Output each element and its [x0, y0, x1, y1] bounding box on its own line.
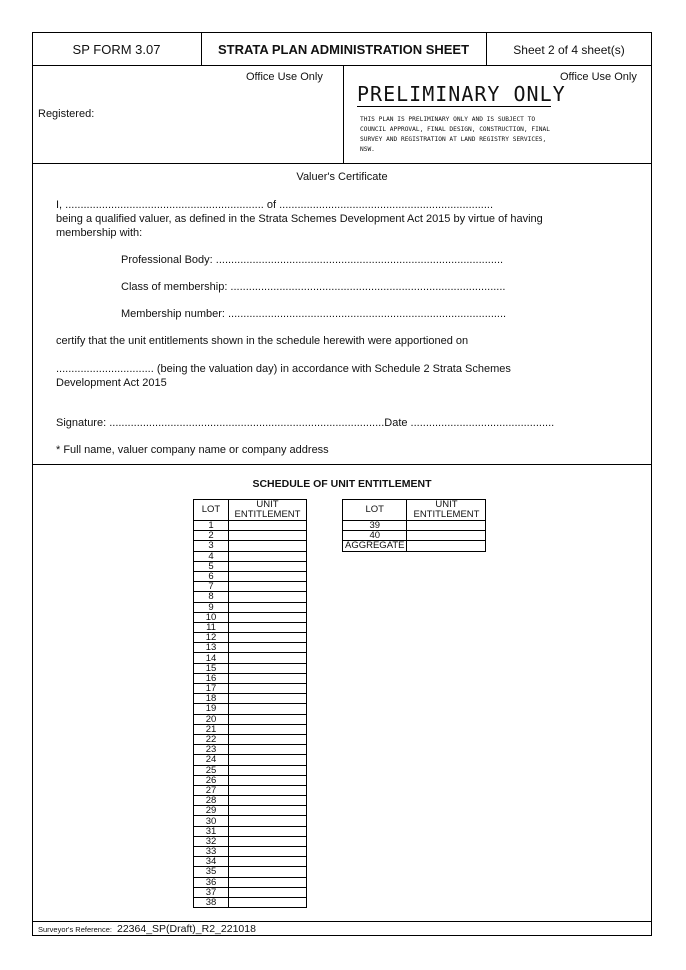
- table-row: [194, 806, 307, 816]
- sheet-number: Sheet 2 of 4 sheet(s): [513, 43, 625, 57]
- table-row: [194, 877, 307, 887]
- lot-cell: 4: [194, 551, 229, 561]
- lot-cell: 33: [194, 847, 229, 857]
- lot-cell: 12: [194, 633, 229, 643]
- table-row: [194, 755, 307, 765]
- valuation-day-line: ................................ (being the valuation day) in accordance with Schedule 2 Strata Schemes Development Act 2015: [56, 363, 511, 389]
- entitlement-cell[interactable]: [229, 541, 307, 551]
- preliminary-stamp: PRELIMINARY ONLY: [357, 82, 566, 106]
- entitlement-cell[interactable]: [229, 775, 307, 785]
- lot-cell: 40: [343, 531, 407, 541]
- entitlement-cell[interactable]: [229, 673, 307, 683]
- entitlement-cell[interactable]: [229, 531, 307, 541]
- lot-cell: 29: [194, 806, 229, 816]
- table-row: [194, 653, 307, 663]
- lot-cell: 17: [194, 684, 229, 694]
- entitlement-cell[interactable]: [229, 714, 307, 724]
- office-divider: [32, 163, 652, 164]
- professional-body-line: Professional Body: ..............................................................................................: [121, 254, 504, 266]
- lot-cell: 14: [194, 653, 229, 663]
- aggregate-value-cell[interactable]: [407, 541, 486, 551]
- entitlement-cell[interactable]: [229, 561, 307, 571]
- office-sep: [343, 65, 344, 163]
- surveyor-ref-label: Surveyor's Reference:: [38, 925, 112, 934]
- signature-line: Signature: ..........................................................................................Date ...............................................: [56, 417, 555, 429]
- entitlement-cell[interactable]: [229, 612, 307, 622]
- table-row: [194, 663, 307, 673]
- table-row: [194, 633, 307, 643]
- valuer-name-line: I, ................................................................. of ......................................................................: [56, 199, 494, 211]
- entitlement-cell[interactable]: [407, 531, 486, 541]
- entitlement-cell[interactable]: [229, 734, 307, 744]
- table-row: [343, 531, 486, 541]
- lot-cell: 36: [194, 877, 229, 887]
- entitlement-cell[interactable]: [229, 867, 307, 877]
- entitlement-cell[interactable]: [229, 897, 307, 907]
- entitlement-cell[interactable]: [229, 796, 307, 806]
- table-row: [194, 745, 307, 755]
- entitlement-cell[interactable]: [229, 816, 307, 826]
- certificate-divider: [32, 464, 652, 465]
- entitlement-cell[interactable]: [229, 887, 307, 897]
- unit-entitlement-table-right: [342, 499, 486, 552]
- header-divider: [32, 65, 652, 66]
- entitlement-cell[interactable]: [229, 663, 307, 673]
- table-row: [194, 551, 307, 561]
- registered-label: Registered:: [38, 108, 95, 120]
- lot-cell: 2: [194, 531, 229, 541]
- lot-cell: 22: [194, 734, 229, 744]
- table-row: [194, 704, 307, 714]
- table-row: [194, 785, 307, 795]
- aggregate-label: AGGREGATE: [343, 541, 407, 551]
- entitlement-cell[interactable]: [229, 602, 307, 612]
- lot-cell: 28: [194, 796, 229, 806]
- lot-cell: 20: [194, 714, 229, 724]
- entitlement-cell[interactable]: [229, 694, 307, 704]
- entitlement-cell[interactable]: [229, 704, 307, 714]
- qualified-statement: being a qualified valuer, as defined in the Strata Schemes Development Act 2015 by virtue of having membership with:: [56, 213, 543, 239]
- lot-cell: 27: [194, 785, 229, 795]
- table-row: [194, 847, 307, 857]
- lot-cell: 34: [194, 857, 229, 867]
- lot-cell: 6: [194, 571, 229, 581]
- table-row: [194, 643, 307, 653]
- lot-cell: 7: [194, 582, 229, 592]
- entitlement-cell[interactable]: [229, 806, 307, 816]
- table-row: [194, 826, 307, 836]
- lot-cell: 26: [194, 775, 229, 785]
- lot-header: LOT: [194, 500, 229, 521]
- lot-cell: 5: [194, 561, 229, 571]
- table-row: [194, 694, 307, 704]
- lot-cell: 8: [194, 592, 229, 602]
- office-use-left: Office Use Only: [246, 71, 323, 83]
- lot-cell: 3: [194, 541, 229, 551]
- office-use-right: Office Use Only: [560, 71, 637, 83]
- entitlement-cell[interactable]: [229, 765, 307, 775]
- entitlement-cell[interactable]: [229, 571, 307, 581]
- table-row: [194, 796, 307, 806]
- certify-statement: certify that the unit entitlements shown in the schedule herewith were apportioned on: [56, 335, 469, 347]
- lot-cell: 10: [194, 612, 229, 622]
- membership-number-line: Membership number: ...........................................................................................: [121, 308, 507, 320]
- lot-cell: 24: [194, 755, 229, 765]
- table-row: [194, 867, 307, 877]
- entitlement-cell[interactable]: [229, 622, 307, 632]
- preliminary-disclaimer: THIS PLAN IS PRELIMINARY ONLY AND IS SUBJECT TO COUNCIL APPROVAL, FINAL DESIGN, CONSTRUCTION, FINAL SURVEY AND REGISTRATION AT LAND REGISTRY SERVICES, NSW.: [360, 116, 550, 153]
- entitlement-cell[interactable]: [229, 653, 307, 663]
- table-row: [194, 673, 307, 683]
- aggregate-row: [343, 541, 486, 551]
- table-row: [194, 622, 307, 632]
- table-row: [194, 612, 307, 622]
- lot-cell: 32: [194, 836, 229, 846]
- lot-cell: 31: [194, 826, 229, 836]
- lot-cell: 16: [194, 673, 229, 683]
- entitlement-cell[interactable]: [229, 521, 307, 531]
- class-membership-line: Class of membership: ..........................................................................................: [121, 281, 506, 293]
- lot-cell: 11: [194, 622, 229, 632]
- valuer-heading: Valuer's Certificate: [296, 171, 388, 183]
- table-row: [194, 521, 307, 531]
- entitlement-cell[interactable]: [229, 836, 307, 846]
- table-row: [194, 887, 307, 897]
- lot-cell: 38: [194, 897, 229, 907]
- entitlement-cell[interactable]: [229, 745, 307, 755]
- entitlement-cell[interactable]: [229, 877, 307, 887]
- table-row: [194, 734, 307, 744]
- lot-cell: 23: [194, 745, 229, 755]
- lot-header: LOT: [343, 500, 407, 521]
- table-row: [194, 571, 307, 581]
- table-row: [194, 897, 307, 907]
- table-row: [194, 592, 307, 602]
- surveyor-ref-value: 22364_SP(Draft)_R2_221018: [117, 923, 256, 935]
- entitlement-cell[interactable]: [229, 643, 307, 653]
- lot-cell: 39: [343, 521, 407, 531]
- table-row: [194, 765, 307, 775]
- table-row: [194, 602, 307, 612]
- lot-cell: 19: [194, 704, 229, 714]
- unit-entitlement-table-left: [193, 499, 307, 908]
- entitlement-cell[interactable]: [229, 582, 307, 592]
- form-title: STRATA PLAN ADMINISTRATION SHEET: [217, 42, 470, 57]
- entitlement-cell[interactable]: [229, 857, 307, 867]
- schedule-title: SCHEDULE OF UNIT ENTITLEMENT: [252, 478, 432, 490]
- lot-cell: 9: [194, 602, 229, 612]
- entitlement-cell[interactable]: [229, 785, 307, 795]
- entitlement-cell[interactable]: [407, 521, 486, 531]
- entitlement-cell[interactable]: [229, 847, 307, 857]
- entitlement-cell[interactable]: [229, 684, 307, 694]
- entitlement-cell[interactable]: [229, 592, 307, 602]
- lot-cell: 1: [194, 521, 229, 531]
- table-row: [194, 531, 307, 541]
- entitlement-cell[interactable]: [229, 724, 307, 734]
- lot-cell: 13: [194, 643, 229, 653]
- table-row: [343, 521, 486, 531]
- entitlement-cell[interactable]: [229, 633, 307, 643]
- lot-cell: 37: [194, 887, 229, 897]
- lot-cell: 15: [194, 663, 229, 673]
- unit-entitlement-header: UNIT ENTITLEMENT: [407, 500, 486, 521]
- entitlement-cell[interactable]: [229, 755, 307, 765]
- stamp-underline: [357, 106, 551, 107]
- footnote: * Full name, valuer company name or company address: [56, 444, 329, 456]
- footer-divider: [32, 921, 652, 922]
- lot-cell: 25: [194, 765, 229, 775]
- table-row: [194, 714, 307, 724]
- table-row: [194, 724, 307, 734]
- form-id: SP FORM 3.07: [72, 42, 161, 57]
- entitlement-cell[interactable]: [229, 551, 307, 561]
- entitlement-cell[interactable]: [229, 826, 307, 836]
- unit-entitlement-header: UNIT ENTITLEMENT: [229, 500, 307, 521]
- lot-cell: 30: [194, 816, 229, 826]
- table-row: [194, 775, 307, 785]
- table-row: [194, 561, 307, 571]
- lot-cell: 35: [194, 867, 229, 877]
- lot-cell: 18: [194, 694, 229, 704]
- lot-cell: 21: [194, 724, 229, 734]
- table-row: [194, 541, 307, 551]
- table-row: [194, 836, 307, 846]
- table-row: [194, 582, 307, 592]
- table-row: [194, 857, 307, 867]
- table-row: [194, 816, 307, 826]
- table-row: [194, 684, 307, 694]
